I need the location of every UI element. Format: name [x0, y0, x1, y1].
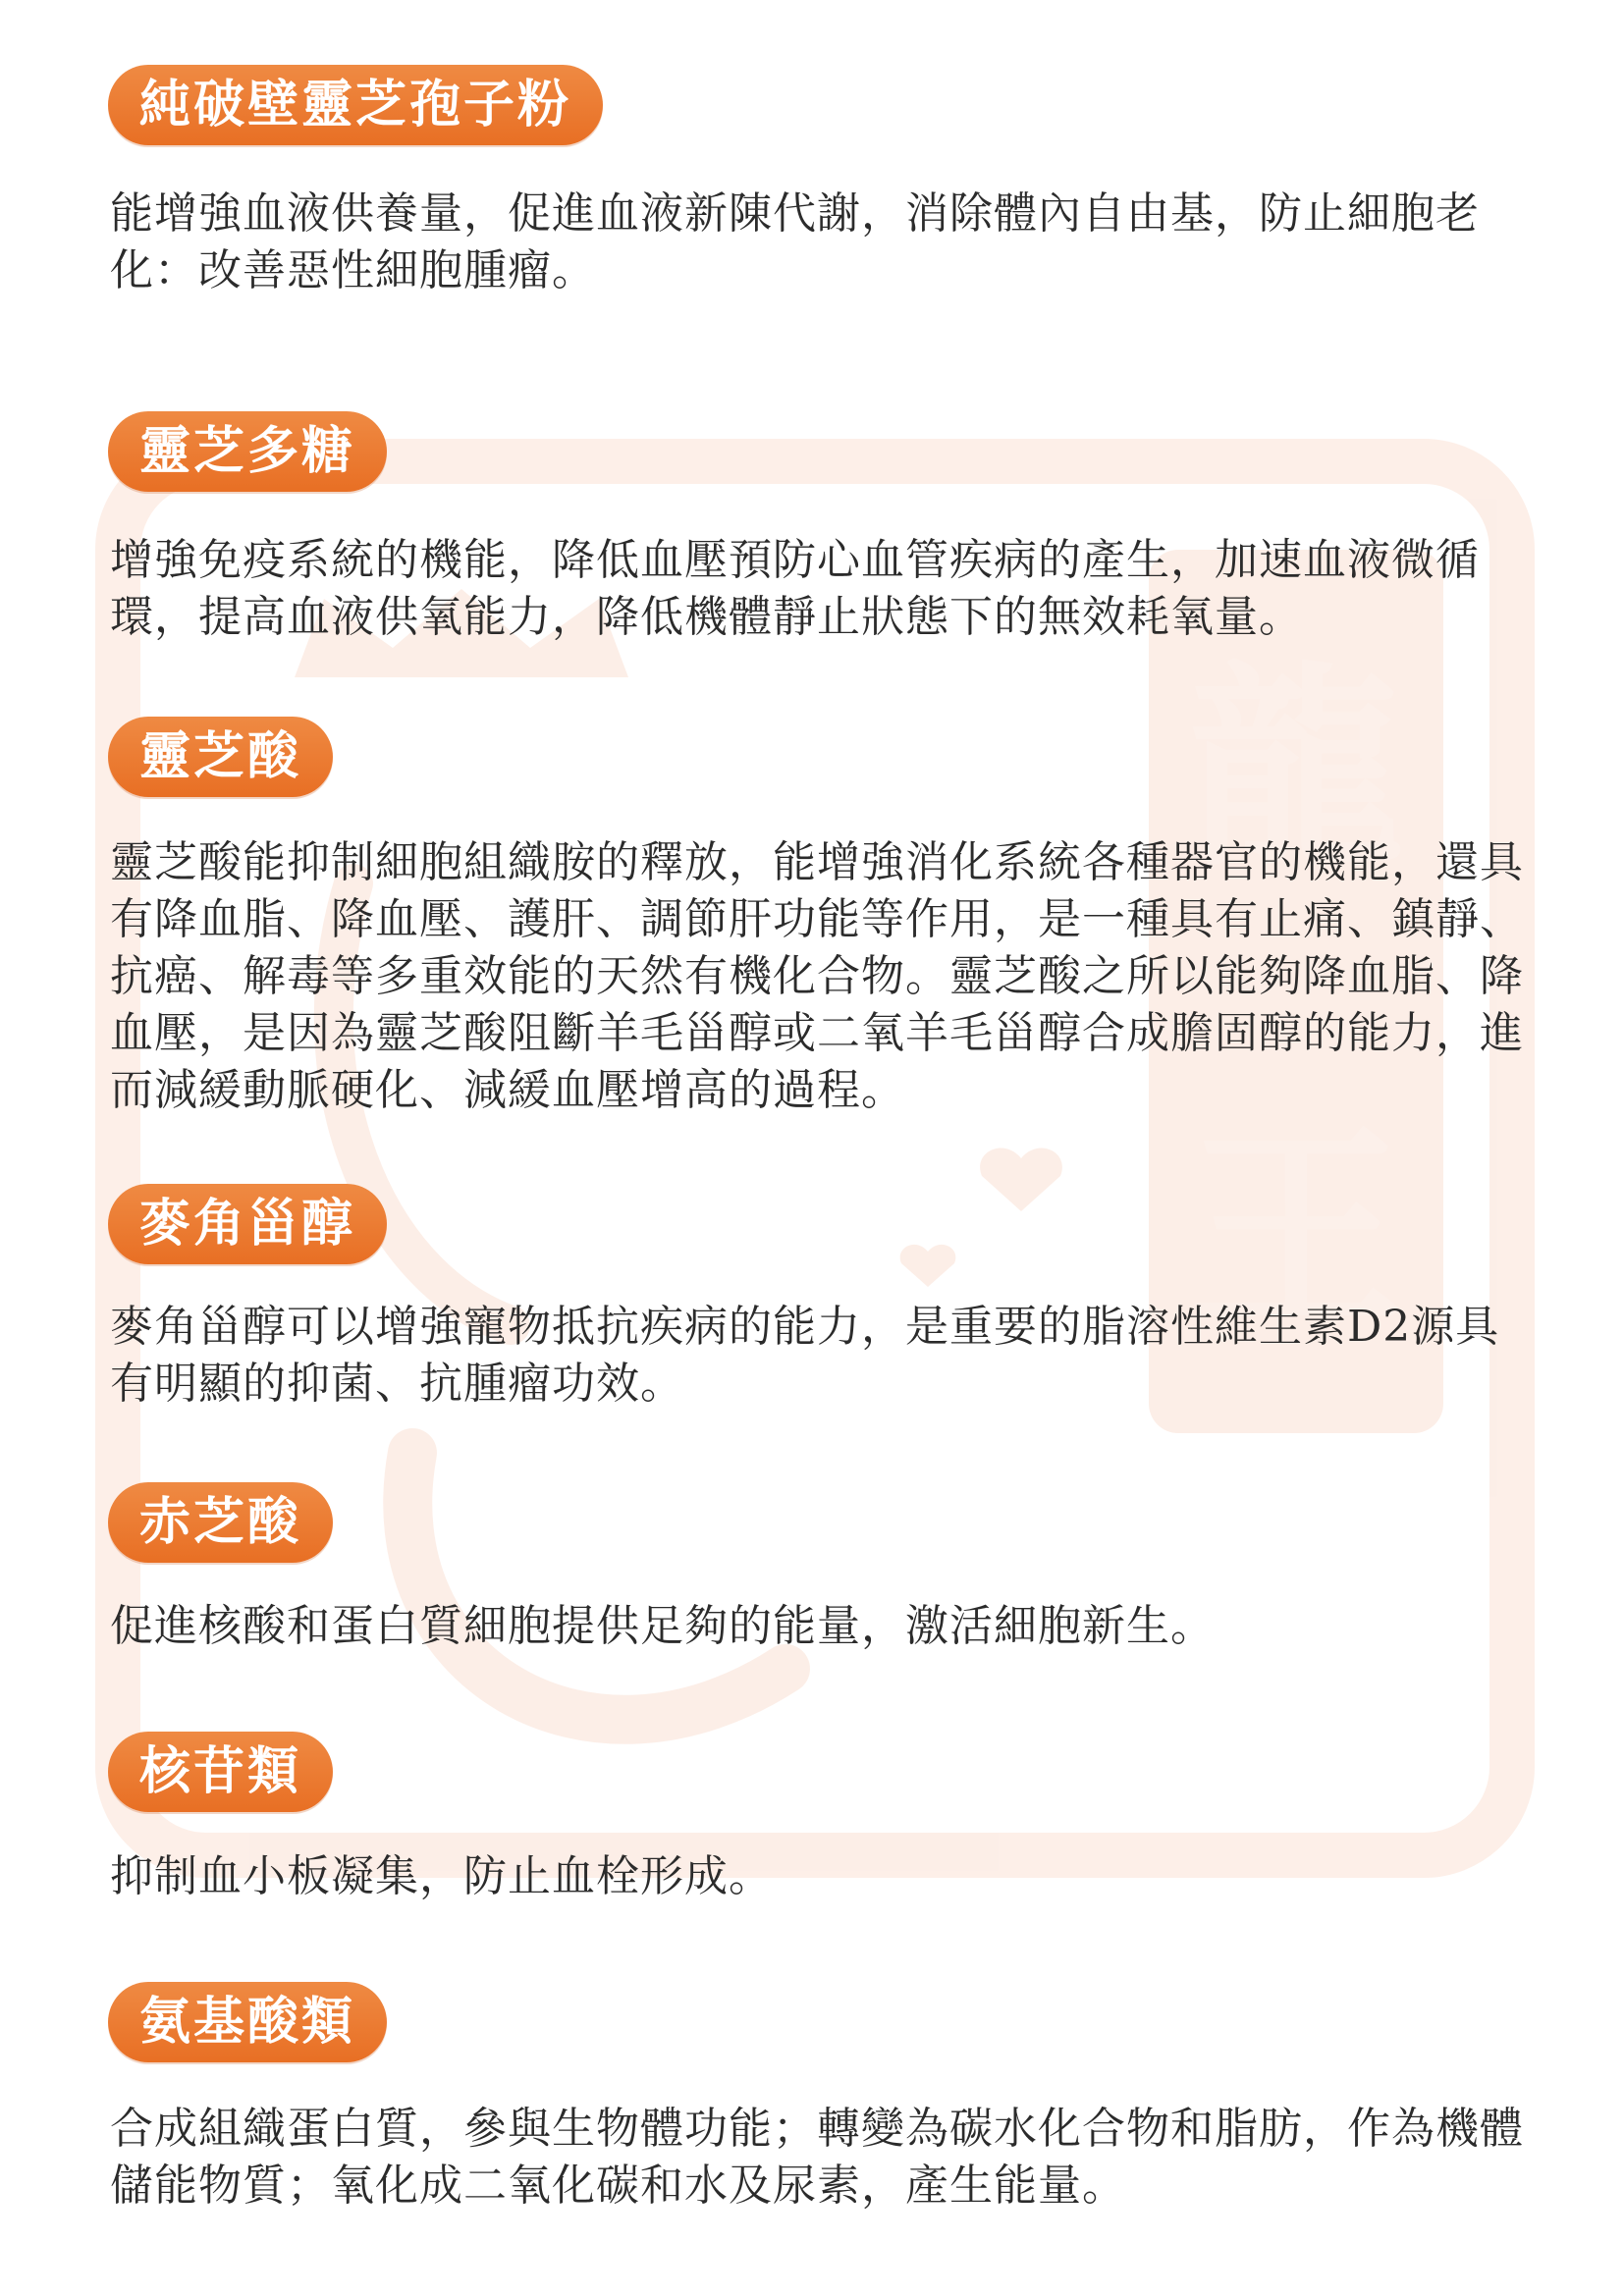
section-title-ganoderic-acid: 靈芝酸 — [108, 717, 333, 797]
section-text-spore-powder: 能增強血液供養量，促進血液新陳代謝，消除體內自由基，防止細胞老化：改善惡性細胞腫瘤。 — [110, 188, 1480, 295]
section-title-ergosterol: 麥角甾醇 — [108, 1184, 387, 1264]
section-text-ganoderic-acid: 靈芝酸能抑制細胞組織胺的釋放，能增強消化系統各種器官的機能，還具有降血脂、降血壓、護肝、調節肝功能等作用，是一種具有止痛、鎮靜、抗癌、解毒等多重效能的天然有機化合物。靈芝酸之所以能夠降血脂、降血壓，是因為靈芝酸阻斷羊毛甾醇或二氧羊毛甾醇合成膽固醇的能力，進而減緩動脈硬化、減緩血壓增高的過程。 — [110, 837, 1524, 1115]
section-title-amino-acids: 氨基酸類 — [108, 1982, 387, 2062]
watermark-char-2: 王 — [1187, 1105, 1405, 1357]
section-title-nucleosides: 核苷類 — [108, 1732, 333, 1812]
section-text-nucleosides: 抑制血小板凝集，防止血栓形成。 — [110, 1851, 773, 1901]
section-text-red-ganoderma-acid: 促進核酸和蛋白質細胞提供足夠的能量，激活細胞新生。 — [110, 1601, 1215, 1651]
watermark-char-1: 龍 — [1187, 644, 1405, 895]
section-title-polysaccharide: 靈芝多糖 — [108, 411, 387, 492]
section-title-spore-powder: 純破壁靈芝孢子粉 — [108, 65, 603, 145]
section-title-red-ganoderma-acid: 赤芝酸 — [108, 1482, 333, 1563]
section-text-amino-acids: 合成組織蛋白質，參與生物體功能；轉變為碳水化合物和脂肪，作為機體儲能物質；氧化成二氧化碳和水及尿素，產生能量。 — [110, 2104, 1524, 2211]
section-text-polysaccharide: 增強免疫系統的機能，降低血壓預防心血管疾病的產生，加速血液微循環，提高血液供氧能力，降低機體靜止狀態下的無效耗氧量。 — [110, 535, 1480, 642]
section-text-ergosterol: 麥角甾醇可以增強寵物抵抗疾病的能力，是重要的脂溶性維生素D2源具有明顯的抑菌、抗腫瘤功效。 — [110, 1302, 1500, 1409]
